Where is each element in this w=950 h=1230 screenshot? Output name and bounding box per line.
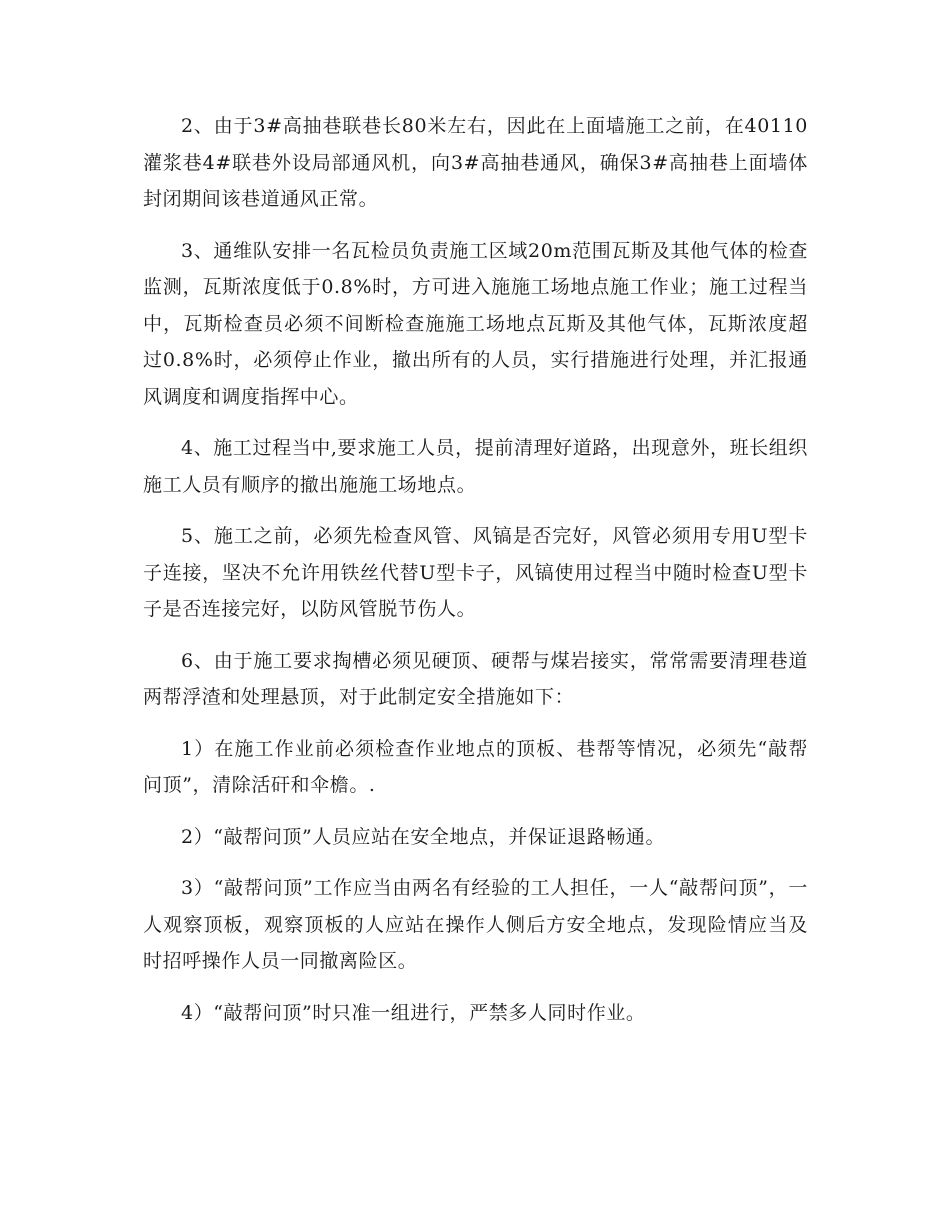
paragraph-subitem-2: 2）“敲帮问顶”人员应站在安全地点，并保证退路畅通。 <box>181 825 666 848</box>
paragraph-subitem-1: 1）在施工作业前必须检查作业地点的顶板、巷帮等情况，必须先“敲帮问顶”，清除活矸和伞檐。. <box>143 737 808 796</box>
paragraph-item-2: 2、由于3#高抽巷联巷长80米左右，因此在上面墙施工之前，在40110灌浆巷4#联巷外设局部通风机，向3#高抽巷通风，确保3#高抽巷上面墙体封闭期间该巷道通风正常。 <box>143 115 808 210</box>
paragraph-subitem-3: 3）“敲帮问顶”工作应当由两名有经验的工人担任，一人“敲帮问顶”，一人观察顶板，观察顶板的人应站在操作人侧后方安全地点，发现险情应当及时招呼操作人员一同撤离险区。 <box>143 877 808 972</box>
paragraph-item-4: 4、施工过程当中,要求施工人员，提前清理好道路，出现意外，班长组织施工人员有顺序的撤出施施工场地点。 <box>143 437 808 496</box>
paragraph-item-6: 6、由于施工要求掏槽必须见硬顶、硬帮与煤岩接实，常常需要清理巷道两帮浮渣和处理悬顶，对于此制定安全措施如下： <box>143 649 808 708</box>
paragraph-item-3: 3、通维队安排一名瓦检员负责施工区域20m范围瓦斯及其他气体的检查监测，瓦斯浓度低于0.8%时，方可进入施施工场地点施工作业；施工过程当中，瓦斯检查员必须不间断检查施施工场地点瓦斯及其他气体，瓦斯浓度超过0.8%时，必须停止作业，撤出所有的人员，实行措施进行处理，并汇报通风调度和调度指挥中心。 <box>143 239 808 408</box>
document-body <box>143 108 808 1046</box>
paragraph-subitem-4: 4）“敲帮问顶”时只准一组进行，严禁多人同时作业。 <box>181 1001 646 1024</box>
paragraph-item-5: 5、施工之前，必须先检查风管、风镐是否完好，风管必须用专用U型卡子连接，坚决不允许用铁丝代替U型卡子，风镐使用过程当中随时检查U型卡子是否连接完好，以防风管脱节伤人。 <box>143 525 808 620</box>
